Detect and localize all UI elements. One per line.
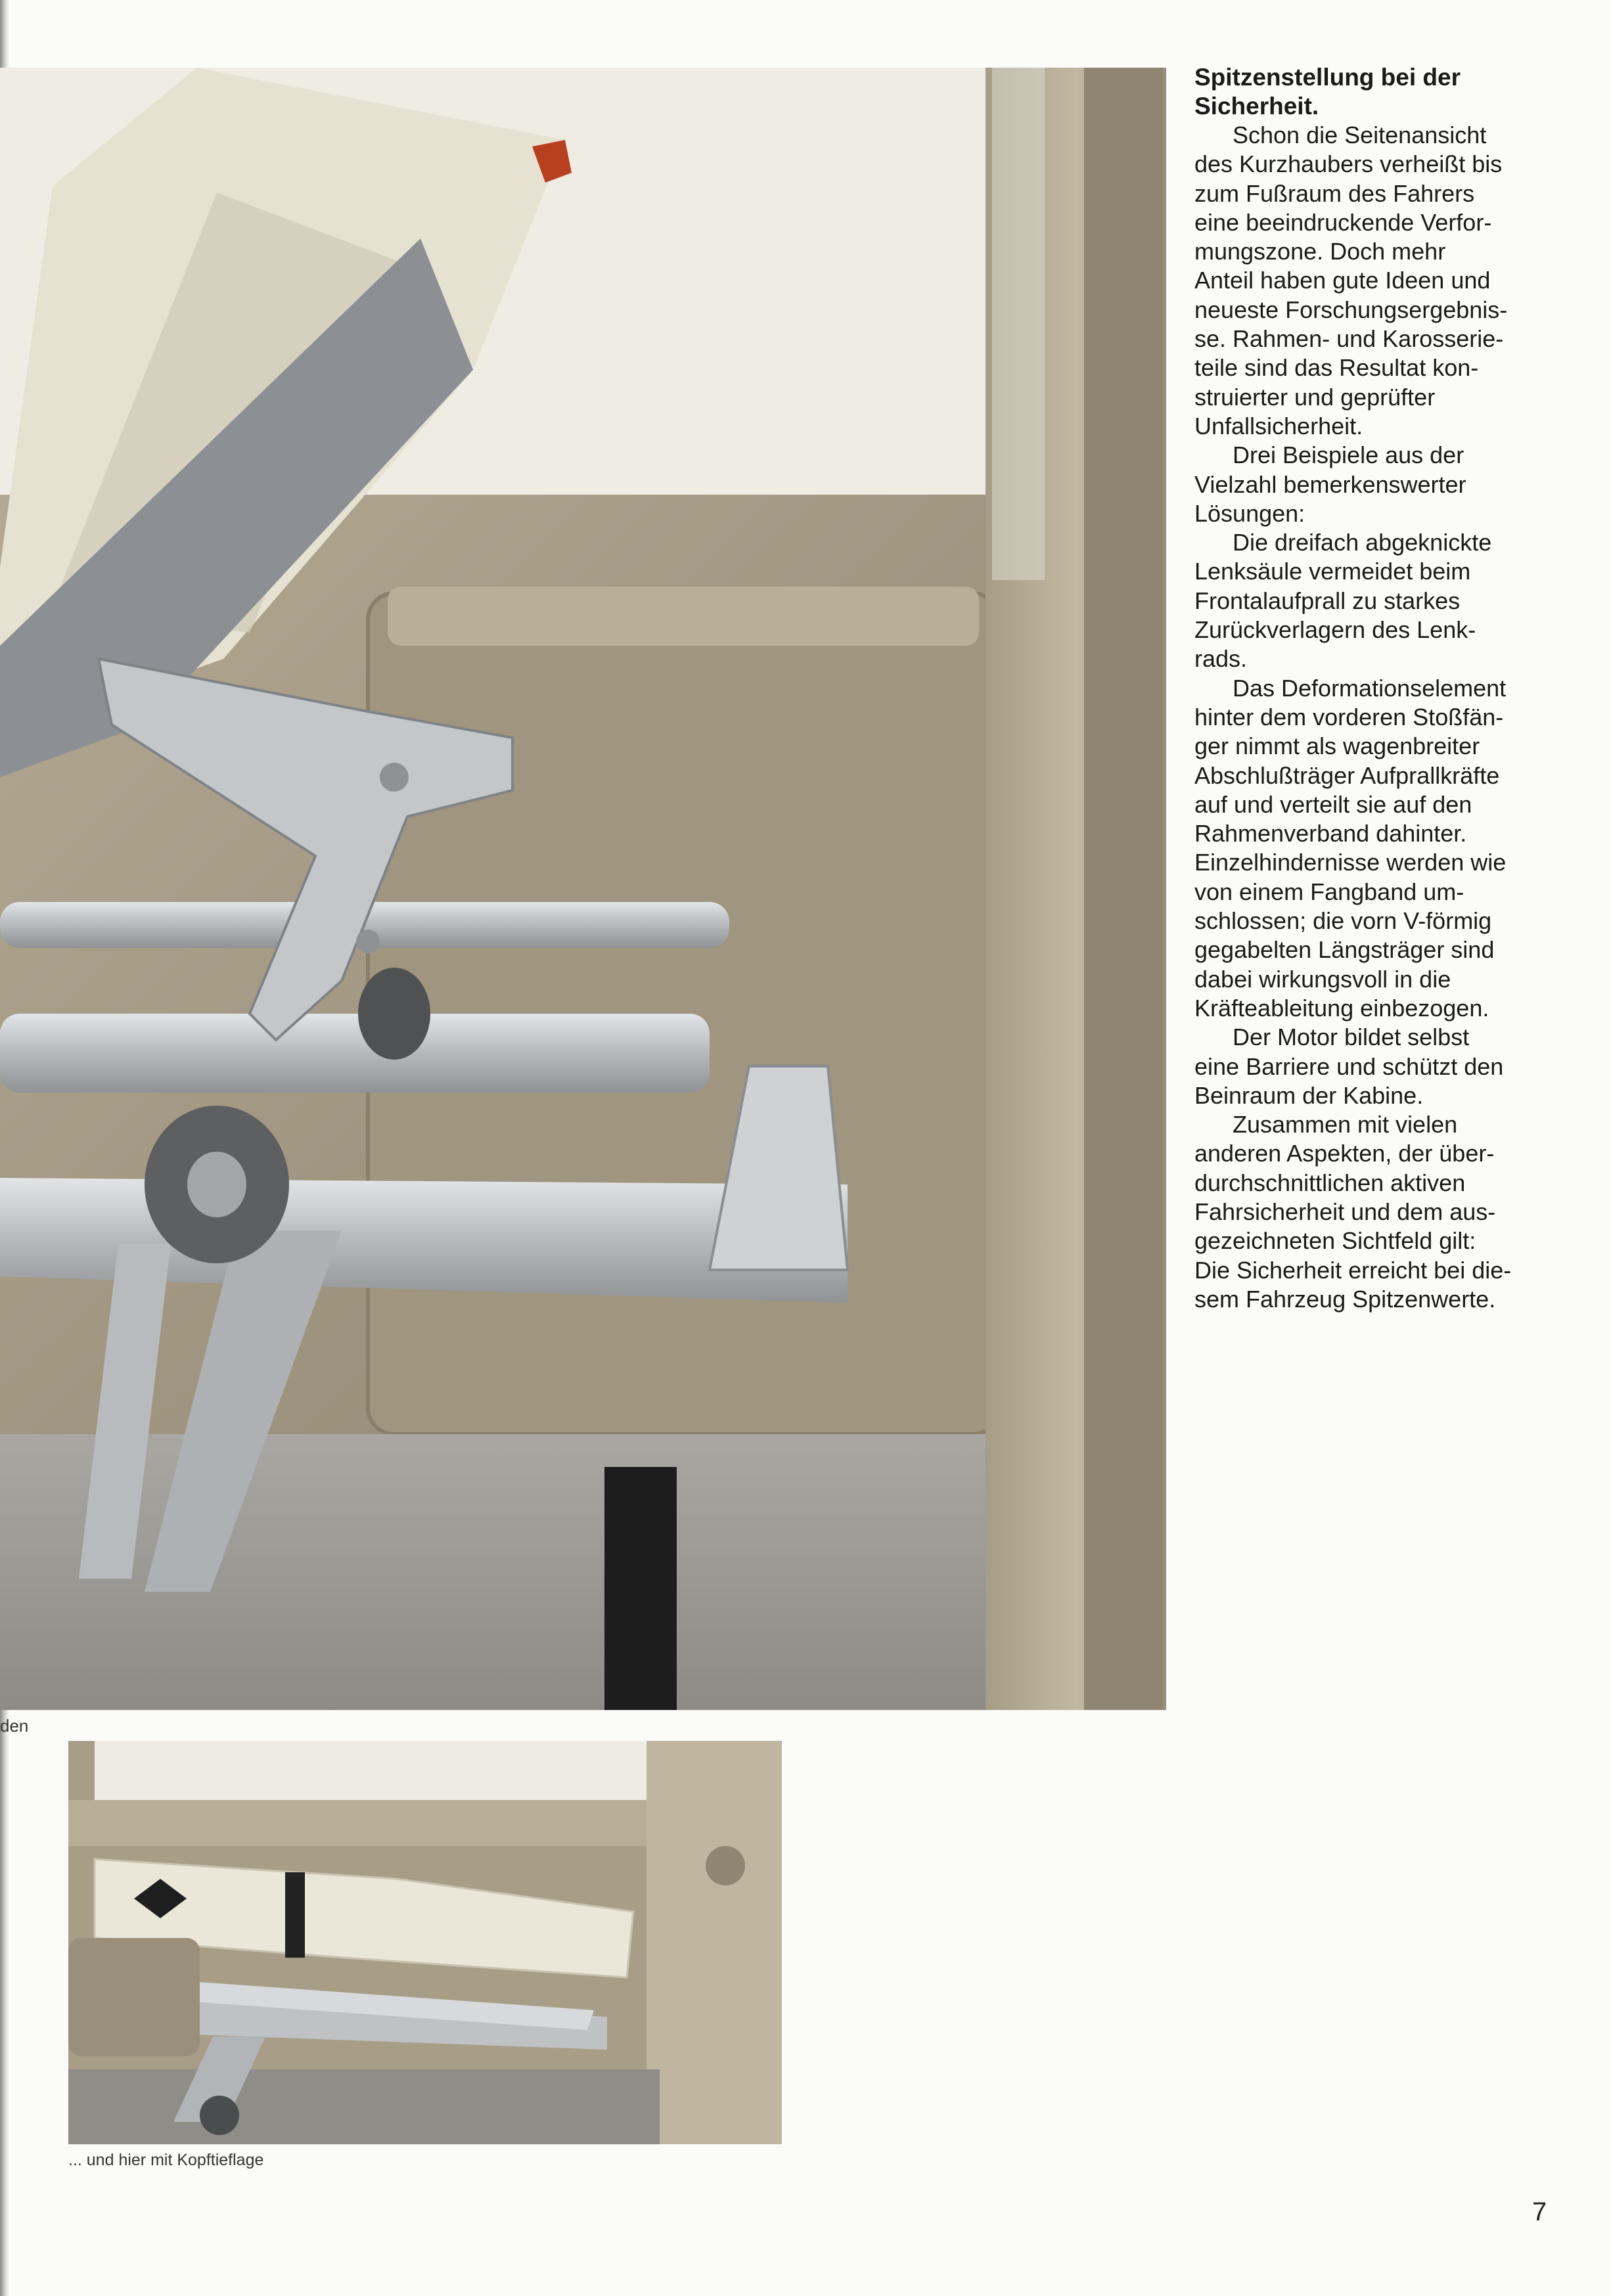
page-number: 7 bbox=[1532, 2197, 1547, 2226]
article-line: Zurückverlagern des Lenk- bbox=[1194, 616, 1476, 644]
article-line: anderen Aspekten, der über- bbox=[1194, 1140, 1495, 1167]
article-line: Abschlußträger Aufprallkräfte bbox=[1194, 761, 1500, 789]
article-line: Drei Beispiele aus der bbox=[1233, 441, 1464, 469]
article-line: Vielzahl bemerkenswerter bbox=[1194, 470, 1466, 498]
article-line: gezeichneten Sichtfeld gilt: bbox=[1194, 1227, 1476, 1255]
inset-window bbox=[95, 1741, 660, 1800]
article-line: Frontalaufprall zu starkes bbox=[1194, 587, 1461, 614]
pillar-glass bbox=[992, 68, 1045, 580]
inset-caption: ... und hier mit Kopftieflage bbox=[68, 2151, 264, 2169]
article-line: Kräfteableitung einbezogen. bbox=[1194, 994, 1489, 1022]
article-heading-line: Spitzenstellung bei der bbox=[1194, 64, 1461, 91]
fragment-caption: den bbox=[0, 1716, 29, 1736]
pillar-edge bbox=[1084, 68, 1163, 1710]
article-heading bbox=[1194, 63, 1589, 121]
article-line: Die Sicherheit erreicht bei die- bbox=[1194, 1256, 1512, 1284]
wall-ledge bbox=[388, 587, 979, 646]
article-line: neueste Forschungsergebnis- bbox=[1194, 296, 1508, 323]
article-line: Einzelhindernisse werden wie bbox=[1194, 849, 1507, 876]
article-line: durchschnittlichen aktiven bbox=[1194, 1169, 1466, 1196]
article-line: Unfallsicherheit. bbox=[1194, 412, 1363, 439]
article-line: gegabelten Längsträger sind bbox=[1194, 936, 1495, 964]
article-line: Die dreifach abgeknickte bbox=[1233, 529, 1492, 556]
article-line: Lösungen: bbox=[1194, 499, 1305, 527]
article-line: se. Rahmen- und Karosserie- bbox=[1194, 325, 1504, 353]
inset-photo-head-down bbox=[68, 1741, 782, 2144]
article-body bbox=[1194, 121, 1589, 1314]
article-column bbox=[1194, 63, 1589, 1314]
article-line: struierter und geprüfter bbox=[1194, 383, 1436, 411]
article-line: Der Motor bildet selbst bbox=[1233, 1024, 1470, 1051]
article-line: Das Deformationselement bbox=[1233, 674, 1507, 702]
article-line: sem Fahrzeug Spitzenwerte. bbox=[1194, 1285, 1496, 1313]
inset-door-pillar bbox=[647, 1741, 782, 2144]
article-line: eine Barriere und schützt den bbox=[1194, 1052, 1504, 1080]
article-line: von einem Fangband um- bbox=[1194, 878, 1464, 905]
floor-strap bbox=[604, 1467, 677, 1710]
article-heading-line: Sicherheit. bbox=[1194, 93, 1319, 120]
article-line: dabei wirkungsvoll in die bbox=[1194, 965, 1451, 993]
main-photo-illustration bbox=[0, 68, 1166, 1710]
side-rail bbox=[0, 1014, 710, 1092]
article-line: zum Fußraum des Fahrers bbox=[1194, 179, 1475, 207]
inset-photo-illustration bbox=[68, 1741, 782, 2144]
article-line: des Kurzhaubers verheißt bis bbox=[1194, 150, 1503, 178]
article-line: Schon die Seitenansicht bbox=[1233, 122, 1487, 148]
article-line: Zusammen mit vielen bbox=[1233, 1111, 1458, 1138]
inset-floor bbox=[68, 2069, 660, 2144]
article-line: Anteil haben gute Ideen und bbox=[1194, 267, 1491, 294]
article-line: hinter dem vorderen Stoßfän- bbox=[1194, 703, 1504, 731]
article-line: Beinraum der Kabine. bbox=[1194, 1081, 1424, 1109]
inset-seat bbox=[68, 1938, 200, 2056]
article-line: rads. bbox=[1194, 645, 1248, 673]
article-line: eine beeindruckende Verfor- bbox=[1194, 208, 1492, 236]
main-photo-stretcher bbox=[0, 68, 1166, 1710]
article-line: teile sind das Resultat kon- bbox=[1194, 354, 1479, 382]
article-line: schlossen; die vorn V-förmig bbox=[1194, 907, 1492, 935]
article-line: ger nimmt als wagenbreiter bbox=[1194, 732, 1480, 760]
article-line: Rahmenverband dahinter. bbox=[1194, 820, 1467, 847]
article-line: mungszone. Doch mehr bbox=[1194, 238, 1446, 265]
article-line: Lenksäule vermeidet beim bbox=[1194, 558, 1471, 585]
article-line: auf und verteilt sie auf den bbox=[1194, 790, 1472, 818]
article-line: Fahrsicherheit und dem aus- bbox=[1194, 1198, 1496, 1225]
